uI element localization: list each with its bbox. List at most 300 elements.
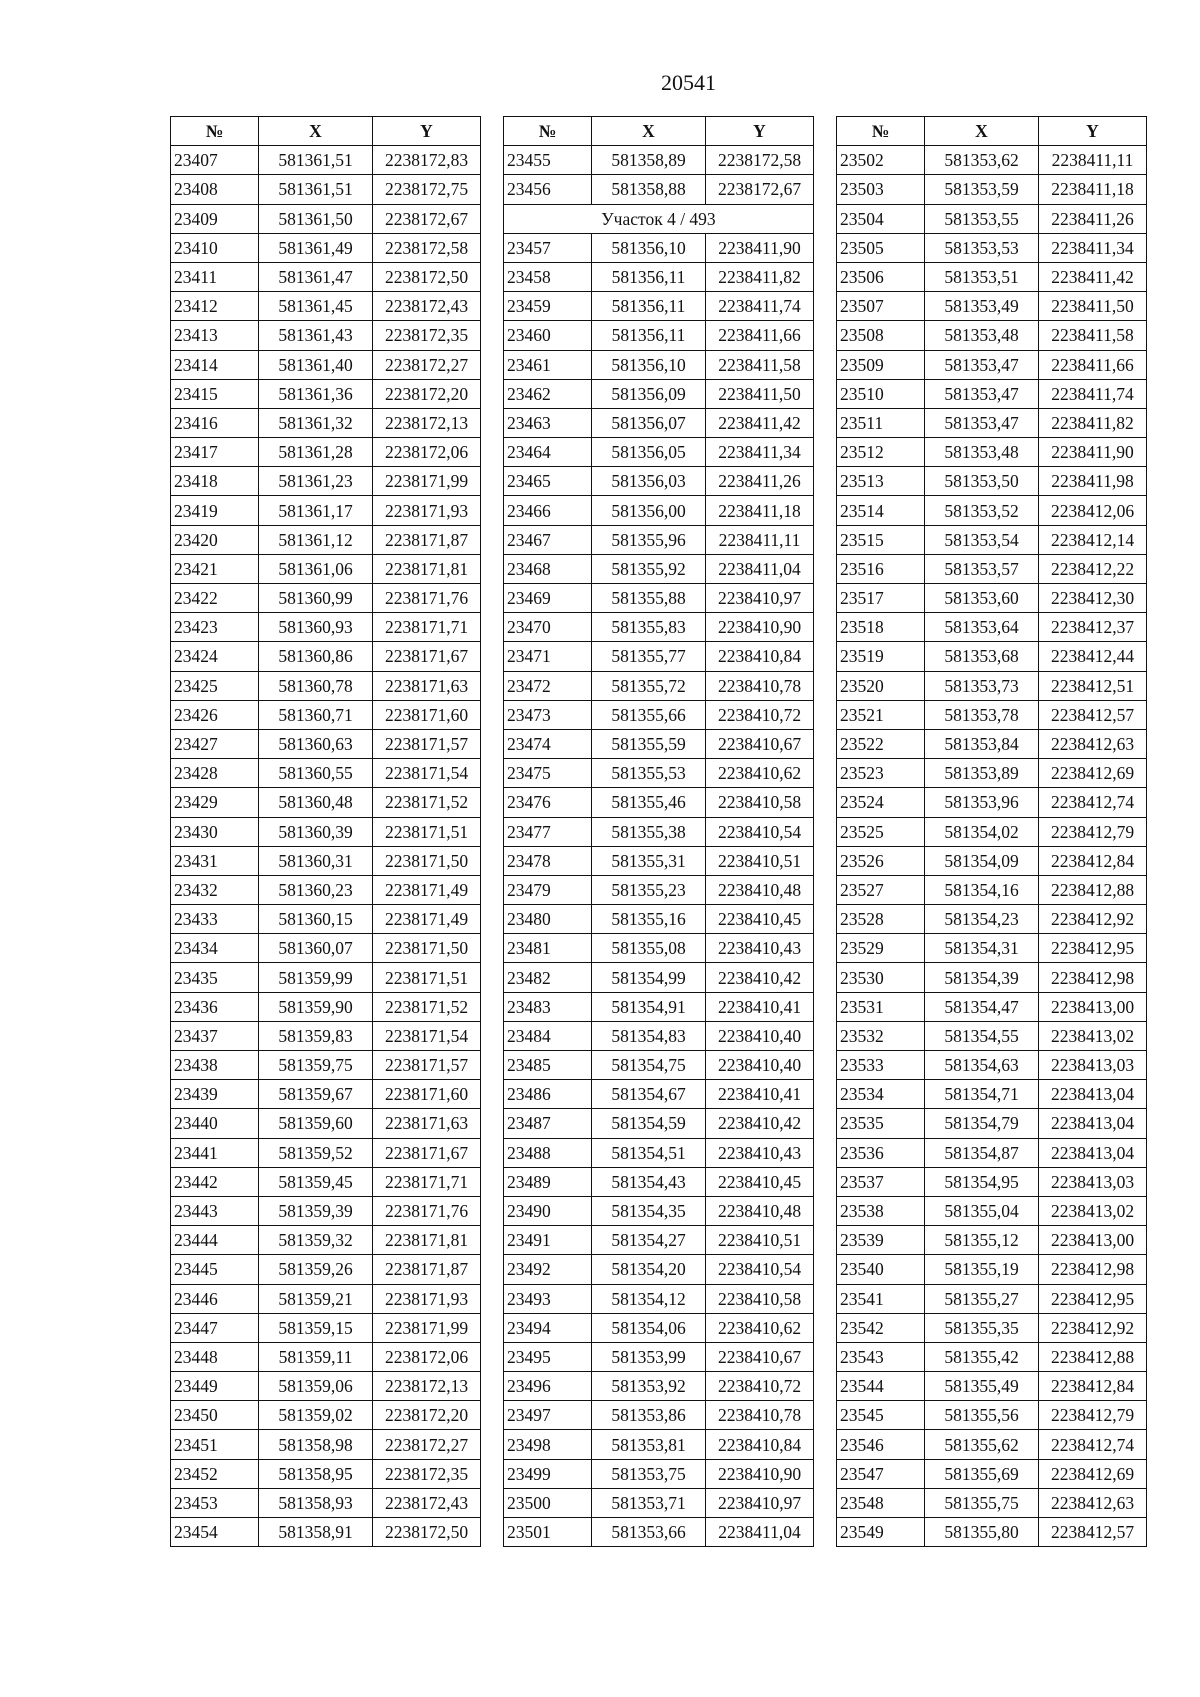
y-coordinate: 2238171,71 [373, 613, 481, 642]
table-row [171, 642, 481, 671]
point-number: 23442 [171, 1167, 259, 1196]
y-coordinate: 2238172,20 [373, 379, 481, 408]
y-coordinate: 2238171,81 [373, 554, 481, 583]
point-number: 23455 [504, 146, 592, 175]
y-coordinate: 2238172,83 [373, 146, 481, 175]
x-coordinate: 581359,06 [259, 1372, 373, 1401]
y-coordinate: 2238411,11 [1039, 146, 1147, 175]
y-coordinate: 2238412,74 [1039, 1430, 1147, 1459]
point-number: 23447 [171, 1313, 259, 1342]
x-coordinate: 581361,12 [259, 525, 373, 554]
point-number: 23448 [171, 1342, 259, 1371]
table-row [504, 1051, 814, 1080]
y-coordinate: 2238410,78 [706, 671, 814, 700]
table-row [504, 846, 814, 875]
table-row [837, 1459, 1147, 1488]
x-coordinate: 581361,45 [259, 292, 373, 321]
x-coordinate: 581359,60 [259, 1109, 373, 1138]
y-coordinate: 2238411,58 [1039, 321, 1147, 350]
x-coordinate: 581356,09 [592, 379, 706, 408]
header-x: X [925, 117, 1039, 146]
point-number: 23536 [837, 1138, 925, 1167]
x-coordinate: 581359,90 [259, 992, 373, 1021]
header-num: № [171, 117, 259, 146]
point-number: 23506 [837, 262, 925, 291]
table-row [504, 1167, 814, 1196]
x-coordinate: 581360,93 [259, 613, 373, 642]
table-row [837, 1167, 1147, 1196]
x-coordinate: 581359,32 [259, 1226, 373, 1255]
section-subheader-row [504, 204, 814, 233]
point-number: 23453 [171, 1488, 259, 1517]
point-number: 23483 [504, 992, 592, 1021]
y-coordinate: 2238172,43 [373, 292, 481, 321]
table-row [171, 1459, 481, 1488]
x-coordinate: 581355,19 [925, 1255, 1039, 1284]
table-row [504, 875, 814, 904]
x-coordinate: 581355,77 [592, 642, 706, 671]
x-coordinate: 581353,48 [925, 321, 1039, 350]
x-coordinate: 581361,49 [259, 233, 373, 262]
point-number: 23426 [171, 700, 259, 729]
point-number: 23497 [504, 1401, 592, 1430]
table-row [504, 175, 814, 204]
x-coordinate: 581360,99 [259, 584, 373, 613]
point-number: 23428 [171, 759, 259, 788]
coordinates-table-1 [170, 116, 481, 1547]
point-number: 23528 [837, 905, 925, 934]
x-coordinate: 581361,51 [259, 175, 373, 204]
x-coordinate: 581359,15 [259, 1313, 373, 1342]
table-row [837, 1021, 1147, 1050]
x-coordinate: 581354,79 [925, 1109, 1039, 1138]
table-row [171, 438, 481, 467]
x-coordinate: 581354,87 [925, 1138, 1039, 1167]
table-row [171, 350, 481, 379]
table-row [171, 146, 481, 175]
point-number: 23521 [837, 700, 925, 729]
point-number: 23446 [171, 1284, 259, 1313]
y-coordinate: 2238172,27 [373, 350, 481, 379]
y-coordinate: 2238412,88 [1039, 875, 1147, 904]
table-row [837, 1051, 1147, 1080]
y-coordinate: 2238413,04 [1039, 1109, 1147, 1138]
point-number: 23549 [837, 1518, 925, 1547]
x-coordinate: 581353,49 [925, 292, 1039, 321]
point-number: 23412 [171, 292, 259, 321]
table-row [837, 1401, 1147, 1430]
table-row [171, 1488, 481, 1517]
y-coordinate: 2238171,50 [373, 846, 481, 875]
x-coordinate: 581360,39 [259, 817, 373, 846]
table-row [837, 1488, 1147, 1517]
table-row [504, 963, 814, 992]
point-number: 23429 [171, 788, 259, 817]
table-row [504, 1430, 814, 1459]
x-coordinate: 581354,63 [925, 1051, 1039, 1080]
point-number: 23523 [837, 759, 925, 788]
point-number: 23423 [171, 613, 259, 642]
point-number: 23478 [504, 846, 592, 875]
point-number: 23411 [171, 262, 259, 291]
table-row [837, 321, 1147, 350]
y-coordinate: 2238171,93 [373, 1284, 481, 1313]
page-number: 20541 [661, 70, 716, 95]
y-coordinate: 2238412,74 [1039, 788, 1147, 817]
table-row [504, 1313, 814, 1342]
x-coordinate: 581355,35 [925, 1313, 1039, 1342]
y-coordinate: 2238171,57 [373, 729, 481, 758]
y-coordinate: 2238172,58 [373, 233, 481, 262]
x-coordinate: 581356,10 [592, 233, 706, 262]
table-row [504, 613, 814, 642]
y-coordinate: 2238171,63 [373, 671, 481, 700]
x-coordinate: 581353,66 [592, 1518, 706, 1547]
point-number: 23488 [504, 1138, 592, 1167]
table-header-row [837, 117, 1147, 146]
point-number: 23427 [171, 729, 259, 758]
table-row [504, 1284, 814, 1313]
point-number: 23459 [504, 292, 592, 321]
table-row [171, 175, 481, 204]
x-coordinate: 581361,40 [259, 350, 373, 379]
y-coordinate: 2238171,81 [373, 1226, 481, 1255]
point-number: 23431 [171, 846, 259, 875]
x-coordinate: 581354,20 [592, 1255, 706, 1284]
x-coordinate: 581354,39 [925, 963, 1039, 992]
table-row [171, 496, 481, 525]
table-row [504, 350, 814, 379]
table-row [504, 554, 814, 583]
y-coordinate: 2238171,99 [373, 1313, 481, 1342]
y-coordinate: 2238412,79 [1039, 817, 1147, 846]
x-coordinate: 581355,69 [925, 1459, 1039, 1488]
point-number: 23416 [171, 408, 259, 437]
y-coordinate: 2238171,87 [373, 1255, 481, 1284]
point-number: 23450 [171, 1401, 259, 1430]
point-number: 23445 [171, 1255, 259, 1284]
point-number: 23499 [504, 1459, 592, 1488]
point-number: 23487 [504, 1109, 592, 1138]
point-number: 23508 [837, 321, 925, 350]
x-coordinate: 581354,12 [592, 1284, 706, 1313]
table-row [837, 496, 1147, 525]
table-row [171, 554, 481, 583]
table-row [504, 292, 814, 321]
table-row [504, 1372, 814, 1401]
x-coordinate: 581355,75 [925, 1488, 1039, 1517]
x-coordinate: 581355,88 [592, 584, 706, 613]
y-coordinate: 2238172,67 [373, 204, 481, 233]
x-coordinate: 581354,02 [925, 817, 1039, 846]
x-coordinate: 581359,02 [259, 1401, 373, 1430]
x-coordinate: 581355,23 [592, 875, 706, 904]
point-number: 23440 [171, 1109, 259, 1138]
table-row [837, 584, 1147, 613]
point-number: 23439 [171, 1080, 259, 1109]
point-number: 23501 [504, 1518, 592, 1547]
y-coordinate: 2238411,74 [706, 292, 814, 321]
table-row [837, 1284, 1147, 1313]
x-coordinate: 581355,49 [925, 1372, 1039, 1401]
x-coordinate: 581355,80 [925, 1518, 1039, 1547]
point-number: 23542 [837, 1313, 925, 1342]
y-coordinate: 2238412,57 [1039, 700, 1147, 729]
x-coordinate: 581353,47 [925, 379, 1039, 408]
point-number: 23413 [171, 321, 259, 350]
y-coordinate: 2238410,54 [706, 817, 814, 846]
header-x: X [592, 117, 706, 146]
point-number: 23465 [504, 467, 592, 496]
y-coordinate: 2238413,02 [1039, 1021, 1147, 1050]
y-coordinate: 2238410,58 [706, 788, 814, 817]
y-coordinate: 2238410,78 [706, 1401, 814, 1430]
y-coordinate: 2238171,54 [373, 759, 481, 788]
y-coordinate: 2238412,14 [1039, 525, 1147, 554]
x-coordinate: 581355,96 [592, 525, 706, 554]
x-coordinate: 581359,67 [259, 1080, 373, 1109]
y-coordinate: 2238412,92 [1039, 1313, 1147, 1342]
y-coordinate: 2238171,52 [373, 992, 481, 1021]
x-coordinate: 581355,04 [925, 1196, 1039, 1225]
point-number: 23441 [171, 1138, 259, 1167]
point-number: 23520 [837, 671, 925, 700]
point-number: 23513 [837, 467, 925, 496]
y-coordinate: 2238412,79 [1039, 1401, 1147, 1430]
y-coordinate: 2238412,44 [1039, 642, 1147, 671]
table-row [171, 788, 481, 817]
y-coordinate: 2238411,26 [706, 467, 814, 496]
table-row [504, 1518, 814, 1547]
x-coordinate: 581361,43 [259, 321, 373, 350]
x-coordinate: 581353,62 [925, 146, 1039, 175]
x-coordinate: 581359,11 [259, 1342, 373, 1371]
table-row [504, 584, 814, 613]
table-row [837, 1372, 1147, 1401]
y-coordinate: 2238411,04 [706, 1518, 814, 1547]
x-coordinate: 581355,83 [592, 613, 706, 642]
table-row [171, 613, 481, 642]
point-number: 23504 [837, 204, 925, 233]
y-coordinate: 2238410,48 [706, 1196, 814, 1225]
table-row [171, 321, 481, 350]
x-coordinate: 581356,11 [592, 262, 706, 291]
y-coordinate: 2238410,84 [706, 642, 814, 671]
table-row [837, 788, 1147, 817]
table-row [504, 262, 814, 291]
point-number: 23434 [171, 934, 259, 963]
x-coordinate: 581354,16 [925, 875, 1039, 904]
y-coordinate: 2238171,51 [373, 817, 481, 846]
point-number: 23531 [837, 992, 925, 1021]
table-row [837, 467, 1147, 496]
y-coordinate: 2238410,42 [706, 963, 814, 992]
y-coordinate: 2238410,54 [706, 1255, 814, 1284]
point-number: 23510 [837, 379, 925, 408]
y-coordinate: 2238172,35 [373, 321, 481, 350]
table-row [171, 1284, 481, 1313]
point-number: 23533 [837, 1051, 925, 1080]
table-row [837, 1226, 1147, 1255]
point-number: 23438 [171, 1051, 259, 1080]
point-number: 23490 [504, 1196, 592, 1225]
x-coordinate: 581353,55 [925, 204, 1039, 233]
y-coordinate: 2238171,71 [373, 1167, 481, 1196]
y-coordinate: 2238172,67 [706, 175, 814, 204]
y-coordinate: 2238411,74 [1039, 379, 1147, 408]
table-row [837, 642, 1147, 671]
x-coordinate: 581359,21 [259, 1284, 373, 1313]
table-row [171, 467, 481, 496]
y-coordinate: 2238410,97 [706, 1488, 814, 1517]
x-coordinate: 581354,35 [592, 1196, 706, 1225]
point-number: 23430 [171, 817, 259, 846]
x-coordinate: 581353,57 [925, 554, 1039, 583]
point-number: 23524 [837, 788, 925, 817]
x-coordinate: 581361,17 [259, 496, 373, 525]
x-coordinate: 581354,09 [925, 846, 1039, 875]
x-coordinate: 581360,78 [259, 671, 373, 700]
x-coordinate: 581353,51 [925, 262, 1039, 291]
x-coordinate: 581356,07 [592, 408, 706, 437]
table-row [171, 262, 481, 291]
coordinates-table-2 [503, 116, 814, 1547]
y-coordinate: 2238172,43 [373, 1488, 481, 1517]
table-row [171, 525, 481, 554]
table-row [837, 934, 1147, 963]
x-coordinate: 581355,46 [592, 788, 706, 817]
point-number: 23485 [504, 1051, 592, 1080]
point-number: 23458 [504, 262, 592, 291]
y-coordinate: 2238172,27 [373, 1430, 481, 1459]
coordinates-table-3 [836, 116, 1147, 1547]
table-row [837, 379, 1147, 408]
table-row [504, 467, 814, 496]
x-coordinate: 581353,64 [925, 613, 1039, 642]
table-row [837, 1138, 1147, 1167]
table-row [837, 262, 1147, 291]
y-coordinate: 2238410,62 [706, 759, 814, 788]
table-row [171, 584, 481, 613]
y-coordinate: 2238410,40 [706, 1021, 814, 1050]
point-number: 23516 [837, 554, 925, 583]
y-coordinate: 2238411,11 [706, 525, 814, 554]
x-coordinate: 581353,81 [592, 1430, 706, 1459]
table-row [837, 175, 1147, 204]
y-coordinate: 2238410,58 [706, 1284, 814, 1313]
table-row [171, 379, 481, 408]
x-coordinate: 581354,83 [592, 1021, 706, 1050]
y-coordinate: 2238411,04 [706, 554, 814, 583]
table-row [837, 1109, 1147, 1138]
y-coordinate: 2238411,50 [706, 379, 814, 408]
y-coordinate: 2238410,84 [706, 1430, 814, 1459]
table-row [171, 408, 481, 437]
point-number: 23486 [504, 1080, 592, 1109]
table-row [171, 1255, 481, 1284]
table-row [171, 846, 481, 875]
header-x: X [259, 117, 373, 146]
point-number: 23469 [504, 584, 592, 613]
point-number: 23532 [837, 1021, 925, 1050]
table-row [837, 1430, 1147, 1459]
x-coordinate: 581361,47 [259, 262, 373, 291]
x-coordinate: 581353,75 [592, 1459, 706, 1488]
y-coordinate: 2238412,95 [1039, 934, 1147, 963]
y-coordinate: 2238410,90 [706, 1459, 814, 1488]
y-coordinate: 2238412,84 [1039, 1372, 1147, 1401]
x-coordinate: 581359,99 [259, 963, 373, 992]
x-coordinate: 581360,07 [259, 934, 373, 963]
table-row [837, 963, 1147, 992]
point-number: 23538 [837, 1196, 925, 1225]
point-number: 23525 [837, 817, 925, 846]
table-row [171, 292, 481, 321]
x-coordinate: 581354,71 [925, 1080, 1039, 1109]
y-coordinate: 2238412,51 [1039, 671, 1147, 700]
point-number: 23547 [837, 1459, 925, 1488]
x-coordinate: 581353,47 [925, 408, 1039, 437]
table-row [837, 554, 1147, 583]
y-coordinate: 2238172,06 [373, 438, 481, 467]
table-row [171, 1021, 481, 1050]
point-number: 23526 [837, 846, 925, 875]
x-coordinate: 581355,31 [592, 846, 706, 875]
table-row [837, 408, 1147, 437]
x-coordinate: 581359,83 [259, 1021, 373, 1050]
y-coordinate: 2238171,52 [373, 788, 481, 817]
point-number: 23472 [504, 671, 592, 700]
point-number: 23452 [171, 1459, 259, 1488]
x-coordinate: 581353,59 [925, 175, 1039, 204]
y-coordinate: 2238413,04 [1039, 1080, 1147, 1109]
table-row [504, 1226, 814, 1255]
y-coordinate: 2238410,42 [706, 1109, 814, 1138]
point-number: 23474 [504, 729, 592, 758]
y-coordinate: 2238413,00 [1039, 1226, 1147, 1255]
point-number: 23481 [504, 934, 592, 963]
point-number: 23529 [837, 934, 925, 963]
point-number: 23514 [837, 496, 925, 525]
y-coordinate: 2238412,69 [1039, 1459, 1147, 1488]
point-number: 23419 [171, 496, 259, 525]
x-coordinate: 581361,06 [259, 554, 373, 583]
point-number: 23467 [504, 525, 592, 554]
point-number: 23456 [504, 175, 592, 204]
table-row [504, 1342, 814, 1371]
x-coordinate: 581354,51 [592, 1138, 706, 1167]
section-subheader: Участок 4 / 493 [504, 204, 814, 233]
y-coordinate: 2238413,04 [1039, 1138, 1147, 1167]
y-coordinate: 2238171,87 [373, 525, 481, 554]
point-number: 23457 [504, 233, 592, 262]
table-row [171, 875, 481, 904]
y-coordinate: 2238412,84 [1039, 846, 1147, 875]
x-coordinate: 581355,59 [592, 729, 706, 758]
point-number: 23466 [504, 496, 592, 525]
point-number: 23444 [171, 1226, 259, 1255]
header-y: Y [1039, 117, 1147, 146]
table-row [504, 408, 814, 437]
point-number: 23502 [837, 146, 925, 175]
y-coordinate: 2238411,82 [1039, 408, 1147, 437]
y-coordinate: 2238171,51 [373, 963, 481, 992]
point-number: 23489 [504, 1167, 592, 1196]
point-number: 23535 [837, 1109, 925, 1138]
point-number: 23492 [504, 1255, 592, 1284]
table-row [171, 1167, 481, 1196]
x-coordinate: 581353,89 [925, 759, 1039, 788]
